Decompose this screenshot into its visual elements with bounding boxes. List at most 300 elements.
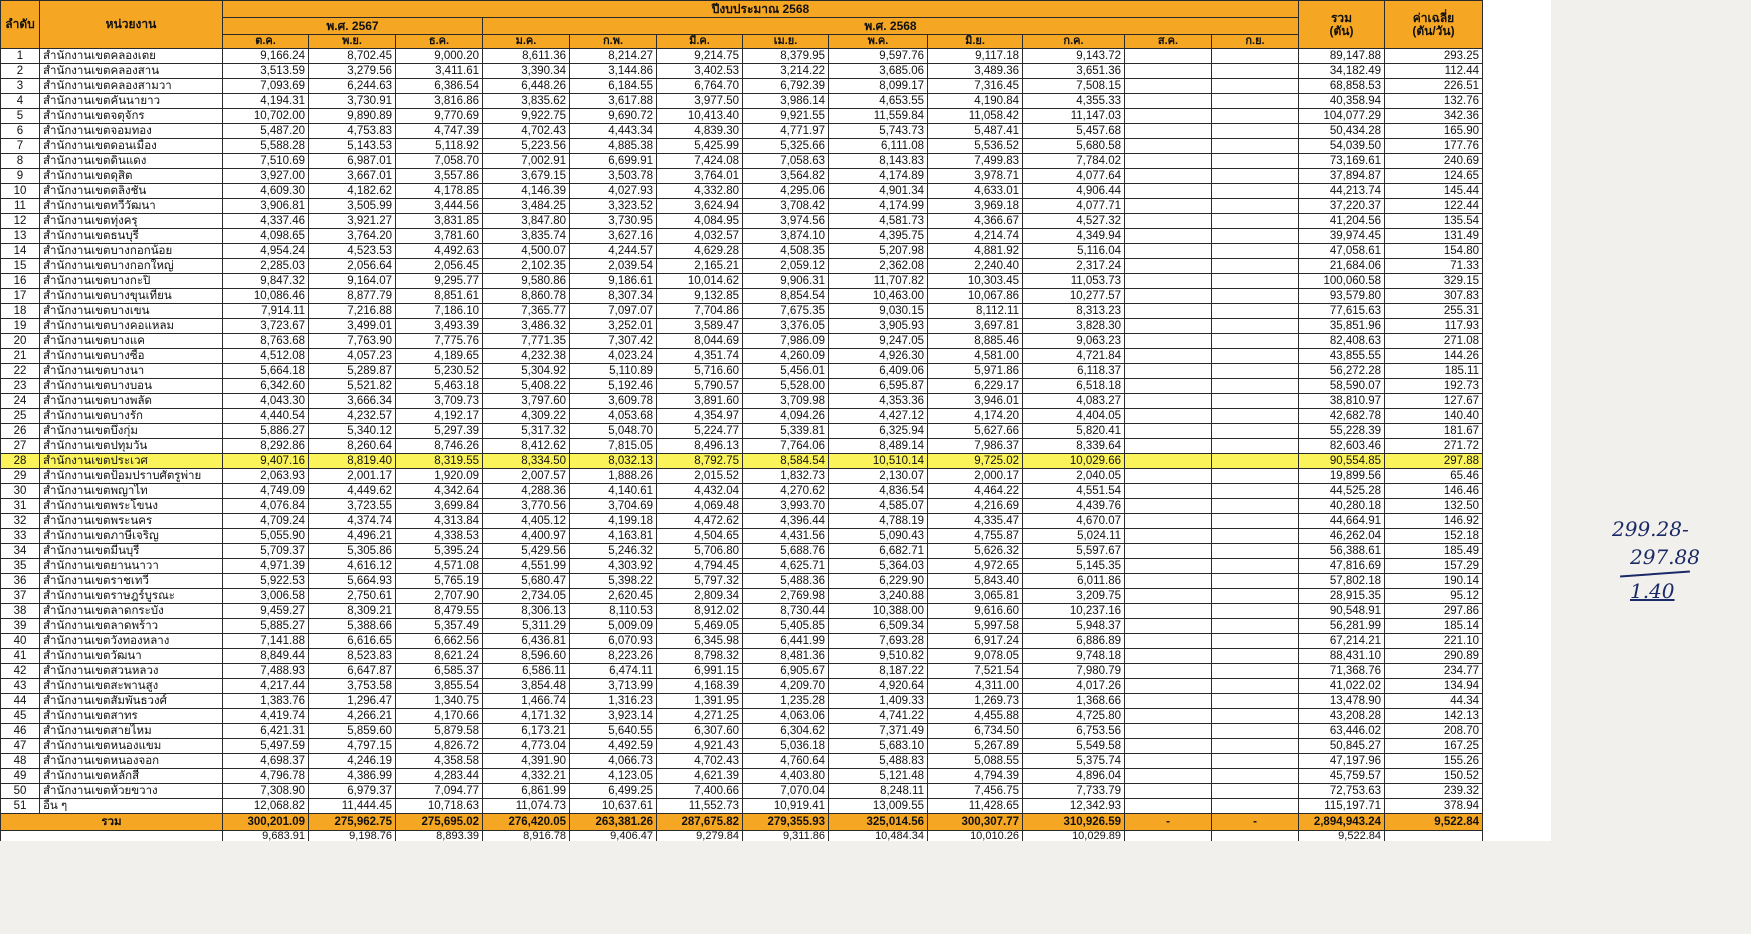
- row-month-value: 5,088.55: [928, 754, 1023, 769]
- row-number: 27: [1, 439, 40, 454]
- row-number: 19: [1, 319, 40, 334]
- row-month-value: 3,411.61: [396, 64, 483, 79]
- row-number: 16: [1, 274, 40, 289]
- table-row: [1, 214, 1551, 229]
- row-number: 26: [1, 424, 40, 439]
- row-number: 29: [1, 469, 40, 484]
- row-month-value: [1212, 709, 1299, 724]
- row-total: 44,213.74: [1299, 184, 1385, 199]
- row-month-value: 6,662.56: [396, 634, 483, 649]
- row-month-value: 2,000.17: [928, 469, 1023, 484]
- row-agency-name: สำนักงานเขตราชเทวี: [40, 574, 223, 589]
- row-month-value: 4,311.00: [928, 679, 1023, 694]
- row-month-value: [1212, 154, 1299, 169]
- row-agency-name: สำนักงานเขตบางพลัด: [40, 394, 223, 409]
- row-month-value: [1212, 214, 1299, 229]
- table-row: [1, 649, 1551, 664]
- table-row: [1, 154, 1551, 169]
- footer-month-total: 300,201.09: [223, 814, 309, 831]
- row-total: 72,753.63: [1299, 784, 1385, 799]
- row-average: 165.90: [1385, 124, 1483, 139]
- row-month-value: 6,682.71: [829, 544, 928, 559]
- row-month-value: 4,395.75: [829, 229, 928, 244]
- row-month-value: 3,713.99: [570, 679, 657, 694]
- row-month-value: 4,209.70: [743, 679, 829, 694]
- row-total: 43,855.55: [1299, 349, 1385, 364]
- row-month-value: [1212, 514, 1299, 529]
- row-average: 152.18: [1385, 529, 1483, 544]
- row-number: 13: [1, 229, 40, 244]
- row-month-value: 3,906.81: [223, 199, 309, 214]
- row-month-value: [1125, 154, 1212, 169]
- row-average: 181.67: [1385, 424, 1483, 439]
- header-month: ม.ค.: [483, 35, 570, 49]
- row-average: 290.89: [1385, 649, 1483, 664]
- row-average: 185.49: [1385, 544, 1483, 559]
- row-total: 89,147.88: [1299, 49, 1385, 64]
- row-month-value: 6,229.90: [829, 574, 928, 589]
- row-month-value: 1,235.28: [743, 694, 829, 709]
- row-month-value: 5,340.12: [309, 424, 396, 439]
- row-month-value: [1212, 349, 1299, 364]
- row-average: 95.12: [1385, 589, 1483, 604]
- row-total: 35,851.96: [1299, 319, 1385, 334]
- row-month-value: 2,769.98: [743, 589, 829, 604]
- row-month-value: 3,376.05: [743, 319, 829, 334]
- row-month-value: 8,214.27: [570, 49, 657, 64]
- row-month-value: 4,749.09: [223, 484, 309, 499]
- row-month-value: 4,512.08: [223, 349, 309, 364]
- footer-grand-total: 2,894,943.24: [1299, 814, 1385, 831]
- row-month-value: 4,396.44: [743, 514, 829, 529]
- row-agency-name: สำนักงานเขตราษฎร์บูรณะ: [40, 589, 223, 604]
- row-month-value: 4,826.72: [396, 739, 483, 754]
- row-month-value: 3,854.48: [483, 679, 570, 694]
- row-month-value: 5,388.66: [309, 619, 396, 634]
- row-month-value: 4,439.76: [1023, 499, 1125, 514]
- row-month-value: [1125, 664, 1212, 679]
- footer-partial-value: 9,198.76: [309, 831, 396, 842]
- row-month-value: 4,551.99: [483, 559, 570, 574]
- row-month-value: 10,718.63: [396, 799, 483, 814]
- row-month-value: 6,734.50: [928, 724, 1023, 739]
- row-month-value: 4,523.53: [309, 244, 396, 259]
- row-month-value: [1125, 574, 1212, 589]
- row-month-value: [1125, 259, 1212, 274]
- row-month-value: 5,706.80: [657, 544, 743, 559]
- row-month-value: 2,130.07: [829, 469, 928, 484]
- row-number: 31: [1, 499, 40, 514]
- row-month-value: 5,843.40: [928, 574, 1023, 589]
- header-month: มี.ค.: [657, 35, 743, 49]
- row-number: 41: [1, 649, 40, 664]
- row-month-value: [1212, 304, 1299, 319]
- row-month-value: 6,886.89: [1023, 634, 1125, 649]
- row-month-value: 7,775.76: [396, 334, 483, 349]
- row-month-value: 4,885.38: [570, 139, 657, 154]
- row-month-value: 4,721.84: [1023, 349, 1125, 364]
- row-month-value: 11,444.45: [309, 799, 396, 814]
- table-row: [1, 169, 1551, 184]
- row-month-value: 10,277.57: [1023, 289, 1125, 304]
- row-total: 56,281.99: [1299, 619, 1385, 634]
- row-month-value: 2,015.52: [657, 469, 743, 484]
- row-month-value: 4,797.15: [309, 739, 396, 754]
- row-month-value: 3,486.32: [483, 319, 570, 334]
- row-month-value: 5,664.93: [309, 574, 396, 589]
- table-row: [1, 544, 1551, 559]
- table-row: [1, 679, 1551, 694]
- row-month-value: 7,371.49: [829, 724, 928, 739]
- row-month-value: 7,186.10: [396, 304, 483, 319]
- row-month-value: 4,017.26: [1023, 679, 1125, 694]
- footer-partial-value: 9,683.91: [223, 831, 309, 842]
- row-month-value: 10,702.00: [223, 109, 309, 124]
- row-month-value: 4,527.32: [1023, 214, 1125, 229]
- row-number: 32: [1, 514, 40, 529]
- row-month-value: [1212, 364, 1299, 379]
- row-month-value: 6,991.15: [657, 664, 743, 679]
- row-total: 104,077.29: [1299, 109, 1385, 124]
- row-month-value: 7,764.06: [743, 439, 829, 454]
- row-month-value: 5,664.18: [223, 364, 309, 379]
- row-month-value: 10,067.86: [928, 289, 1023, 304]
- row-month-value: 2,750.61: [309, 589, 396, 604]
- row-month-value: 4,702.43: [483, 124, 570, 139]
- row-month-value: [1125, 499, 1212, 514]
- row-month-value: 6,448.26: [483, 79, 570, 94]
- table-row: [1, 739, 1551, 754]
- footer-month-total: 287,675.82: [657, 814, 743, 831]
- row-agency-name: สำนักงานเขตดอนเมือง: [40, 139, 223, 154]
- row-total: 37,894.87: [1299, 169, 1385, 184]
- row-month-value: 3,484.25: [483, 199, 570, 214]
- row-month-value: 4,836.54: [829, 484, 928, 499]
- table-row: [1, 529, 1551, 544]
- row-month-value: 8,798.32: [657, 649, 743, 664]
- row-total: 68,858.53: [1299, 79, 1385, 94]
- row-month-value: [1212, 574, 1299, 589]
- table-row: [1, 799, 1551, 814]
- row-month-value: 5,429.56: [483, 544, 570, 559]
- table-row: [1, 349, 1551, 364]
- row-month-value: 7,097.07: [570, 304, 657, 319]
- row-month-value: 4,309.22: [483, 409, 570, 424]
- row-month-value: 5,116.04: [1023, 244, 1125, 259]
- row-month-value: 4,926.30: [829, 349, 928, 364]
- row-month-value: 4,403.80: [743, 769, 829, 784]
- row-month-value: [1125, 784, 1212, 799]
- row-month-value: 3,679.15: [483, 169, 570, 184]
- row-month-value: 1,340.75: [396, 694, 483, 709]
- row-month-value: 5,627.66: [928, 424, 1023, 439]
- row-month-value: 4,971.39: [223, 559, 309, 574]
- row-agency-name: สำนักงานเขตมีนบุรี: [40, 544, 223, 559]
- row-month-value: 7,456.75: [928, 784, 1023, 799]
- row-agency-name: สำนักงานเขตบางบอน: [40, 379, 223, 394]
- row-month-value: 3,730.95: [570, 214, 657, 229]
- table-row: [1, 244, 1551, 259]
- row-total: 21,684.06: [1299, 259, 1385, 274]
- row-month-value: 5,488.83: [829, 754, 928, 769]
- row-month-value: 5,304.92: [483, 364, 570, 379]
- row-average: 271.08: [1385, 334, 1483, 349]
- row-month-value: [1212, 439, 1299, 454]
- row-month-value: 11,428.65: [928, 799, 1023, 814]
- row-month-value: 4,244.57: [570, 244, 657, 259]
- row-month-value: 5,488.36: [743, 574, 829, 589]
- row-month-value: 4,353.36: [829, 394, 928, 409]
- row-month-value: 4,335.47: [928, 514, 1023, 529]
- row-average: 192.73: [1385, 379, 1483, 394]
- row-month-value: [1212, 64, 1299, 79]
- row-month-value: 4,794.39: [928, 769, 1023, 784]
- row-month-value: 4,788.19: [829, 514, 928, 529]
- row-month-value: [1212, 649, 1299, 664]
- header-month: ธ.ค.: [396, 35, 483, 49]
- row-month-value: [1212, 484, 1299, 499]
- row-month-value: 3,493.39: [396, 319, 483, 334]
- row-month-value: 1,316.23: [570, 694, 657, 709]
- row-month-value: 5,549.58: [1023, 739, 1125, 754]
- row-month-value: 7,815.05: [570, 439, 657, 454]
- row-month-value: 4,551.54: [1023, 484, 1125, 499]
- row-agency-name: สำนักงานเขตห้วยขวาง: [40, 784, 223, 799]
- row-month-value: 9,847.32: [223, 274, 309, 289]
- table-row: [1, 769, 1551, 784]
- row-month-value: [1125, 424, 1212, 439]
- row-month-value: 4,449.62: [309, 484, 396, 499]
- row-month-value: 5,456.01: [743, 364, 829, 379]
- row-total: 40,358.94: [1299, 94, 1385, 109]
- row-month-value: 4,146.39: [483, 184, 570, 199]
- row-month-value: 5,192.46: [570, 379, 657, 394]
- row-month-value: 6,173.21: [483, 724, 570, 739]
- row-month-value: 8,851.61: [396, 289, 483, 304]
- row-month-value: [1125, 469, 1212, 484]
- row-month-value: [1125, 709, 1212, 724]
- row-agency-name: สำนักงานเขตบางแค: [40, 334, 223, 349]
- row-month-value: 3,753.58: [309, 679, 396, 694]
- row-month-value: 4,338.53: [396, 529, 483, 544]
- row-month-value: 5,743.73: [829, 124, 928, 139]
- row-month-value: 1,920.09: [396, 469, 483, 484]
- row-month-value: 3,847.80: [483, 214, 570, 229]
- row-month-value: 8,412.62: [483, 439, 570, 454]
- row-month-value: 3,627.16: [570, 229, 657, 244]
- row-month-value: 10,510.14: [829, 454, 928, 469]
- row-month-value: 3,699.84: [396, 499, 483, 514]
- row-month-value: 5,469.05: [657, 619, 743, 634]
- row-month-value: [1125, 529, 1212, 544]
- row-month-value: 5,626.32: [928, 544, 1023, 559]
- row-month-value: 11,058.42: [928, 109, 1023, 124]
- row-month-value: 4,171.32: [483, 709, 570, 724]
- row-month-value: [1212, 289, 1299, 304]
- row-number: 7: [1, 139, 40, 154]
- row-month-value: 8,334.50: [483, 454, 570, 469]
- row-month-value: 2,240.40: [928, 259, 1023, 274]
- table-row: [1, 229, 1551, 244]
- row-month-value: 4,199.18: [570, 514, 657, 529]
- row-month-value: 7,521.54: [928, 664, 1023, 679]
- row-month-value: 4,057.23: [309, 349, 396, 364]
- row-month-value: 4,753.83: [309, 124, 396, 139]
- row-month-value: 4,771.97: [743, 124, 829, 139]
- row-month-value: 4,163.81: [570, 529, 657, 544]
- row-month-value: 10,014.62: [657, 274, 743, 289]
- row-month-value: 2,056.45: [396, 259, 483, 274]
- row-month-value: 4,214.74: [928, 229, 1023, 244]
- header-month: ก.พ.: [570, 35, 657, 49]
- row-month-value: 9,921.55: [743, 109, 829, 124]
- row-month-value: 5,879.58: [396, 724, 483, 739]
- row-average: 117.93: [1385, 319, 1483, 334]
- row-month-value: 10,237.16: [1023, 604, 1125, 619]
- row-month-value: 4,625.71: [743, 559, 829, 574]
- row-average: 132.76: [1385, 94, 1483, 109]
- row-month-value: 4,123.05: [570, 769, 657, 784]
- row-total: 39,974.45: [1299, 229, 1385, 244]
- row-month-value: 4,217.44: [223, 679, 309, 694]
- row-average: 142.13: [1385, 709, 1483, 724]
- row-month-value: 8,306.13: [483, 604, 570, 619]
- row-total: 13,478.90: [1299, 694, 1385, 709]
- footer-month-total: 275,695.02: [396, 814, 483, 831]
- row-month-value: 4,190.84: [928, 94, 1023, 109]
- row-month-value: 3,240.88: [829, 589, 928, 604]
- row-month-value: 5,997.58: [928, 619, 1023, 634]
- row-number: 9: [1, 169, 40, 184]
- row-month-value: 3,489.36: [928, 64, 1023, 79]
- row-month-value: 4,170.66: [396, 709, 483, 724]
- row-month-value: 8,621.24: [396, 649, 483, 664]
- row-month-value: [1125, 229, 1212, 244]
- row-month-value: 4,094.26: [743, 409, 829, 424]
- row-month-value: 4,616.12: [309, 559, 396, 574]
- row-month-value: 6,111.08: [829, 139, 928, 154]
- row-month-value: 5,143.53: [309, 139, 396, 154]
- row-month-value: [1212, 259, 1299, 274]
- row-month-value: 5,246.32: [570, 544, 657, 559]
- row-number: 42: [1, 664, 40, 679]
- row-month-value: 1,832.73: [743, 469, 829, 484]
- row-agency-name: สำนักงานเขตคลองสาน: [40, 64, 223, 79]
- row-month-value: 6,229.17: [928, 379, 1023, 394]
- row-month-value: 4,192.17: [396, 409, 483, 424]
- row-average: 293.25: [1385, 49, 1483, 64]
- table-row: [1, 139, 1551, 154]
- row-month-value: 9,143.72: [1023, 49, 1125, 64]
- row-month-value: 7,986.37: [928, 439, 1023, 454]
- row-month-value: 9,770.69: [396, 109, 483, 124]
- row-month-value: 8,481.36: [743, 649, 829, 664]
- table-row: [1, 124, 1551, 139]
- row-total: 47,816.69: [1299, 559, 1385, 574]
- row-month-value: 7,784.02: [1023, 154, 1125, 169]
- row-month-value: 4,194.31: [223, 94, 309, 109]
- row-month-value: 3,697.81: [928, 319, 1023, 334]
- row-month-value: 6,792.39: [743, 79, 829, 94]
- row-month-value: 4,053.68: [570, 409, 657, 424]
- table-row: [1, 334, 1551, 349]
- row-month-value: 9,295.77: [396, 274, 483, 289]
- header-year-2568: พ.ศ. 2568: [483, 18, 1299, 35]
- row-average: 134.94: [1385, 679, 1483, 694]
- table-row: [1, 784, 1551, 799]
- row-agency-name: สำนักงานเขตจอมทอง: [40, 124, 223, 139]
- row-month-value: 5,339.81: [743, 424, 829, 439]
- row-month-value: 7,070.04: [743, 784, 829, 799]
- row-average: 135.54: [1385, 214, 1483, 229]
- row-month-value: 5,305.86: [309, 544, 396, 559]
- row-month-value: 4,358.58: [396, 754, 483, 769]
- row-month-value: 8,112.11: [928, 304, 1023, 319]
- row-total: 41,022.02: [1299, 679, 1385, 694]
- row-month-value: 4,069.48: [657, 499, 743, 514]
- row-number: 40: [1, 634, 40, 649]
- row-month-value: 4,355.33: [1023, 94, 1125, 109]
- row-month-value: 7,308.90: [223, 784, 309, 799]
- row-average: 155.26: [1385, 754, 1483, 769]
- row-month-value: 2,039.54: [570, 259, 657, 274]
- table-row: [1, 454, 1551, 469]
- row-month-value: 9,132.85: [657, 289, 743, 304]
- row-month-value: 4,508.35: [743, 244, 829, 259]
- row-month-value: 8,596.60: [483, 649, 570, 664]
- row-month-value: 4,621.39: [657, 769, 743, 784]
- row-month-value: 2,734.05: [483, 589, 570, 604]
- row-month-value: 9,906.31: [743, 274, 829, 289]
- row-month-value: [1212, 79, 1299, 94]
- row-month-value: 4,023.24: [570, 349, 657, 364]
- row-month-value: 5,797.32: [657, 574, 743, 589]
- row-month-value: 4,472.62: [657, 514, 743, 529]
- table-row: [1, 469, 1551, 484]
- row-month-value: 6,616.65: [309, 634, 396, 649]
- row-month-value: 5,364.03: [829, 559, 928, 574]
- row-total: 90,548.91: [1299, 604, 1385, 619]
- row-month-value: 4,698.37: [223, 754, 309, 769]
- row-average: 226.51: [1385, 79, 1483, 94]
- row-month-value: 3,513.59: [223, 64, 309, 79]
- row-month-value: 3,921.27: [309, 214, 396, 229]
- row-month-value: [1125, 604, 1212, 619]
- row-agency-name: สำนักงานเขตบางกอกใหญ่: [40, 259, 223, 274]
- row-agency-name: สำนักงานเขตสัมพันธวงศ์: [40, 694, 223, 709]
- row-month-value: 7,488.93: [223, 664, 309, 679]
- row-month-value: 2,285.03: [223, 259, 309, 274]
- row-month-value: 9,030.15: [829, 304, 928, 319]
- header-agency: หน่วยงาน: [40, 1, 223, 49]
- row-month-value: 8,763.68: [223, 334, 309, 349]
- row-number: 12: [1, 214, 40, 229]
- row-average: 255.31: [1385, 304, 1483, 319]
- table-row: [1, 379, 1551, 394]
- row-month-value: 4,581.73: [829, 214, 928, 229]
- row-month-value: 4,066.73: [570, 754, 657, 769]
- row-agency-name: สำนักงานเขตดุสิต: [40, 169, 223, 184]
- row-month-value: 4,303.92: [570, 559, 657, 574]
- row-month-value: 4,972.65: [928, 559, 1023, 574]
- row-month-value: [1212, 124, 1299, 139]
- row-month-value: 3,708.42: [743, 199, 829, 214]
- row-month-value: 8,339.64: [1023, 439, 1125, 454]
- row-month-value: 5,528.00: [743, 379, 829, 394]
- row-month-value: [1125, 484, 1212, 499]
- row-month-value: 4,313.84: [396, 514, 483, 529]
- row-month-value: 8,110.53: [570, 604, 657, 619]
